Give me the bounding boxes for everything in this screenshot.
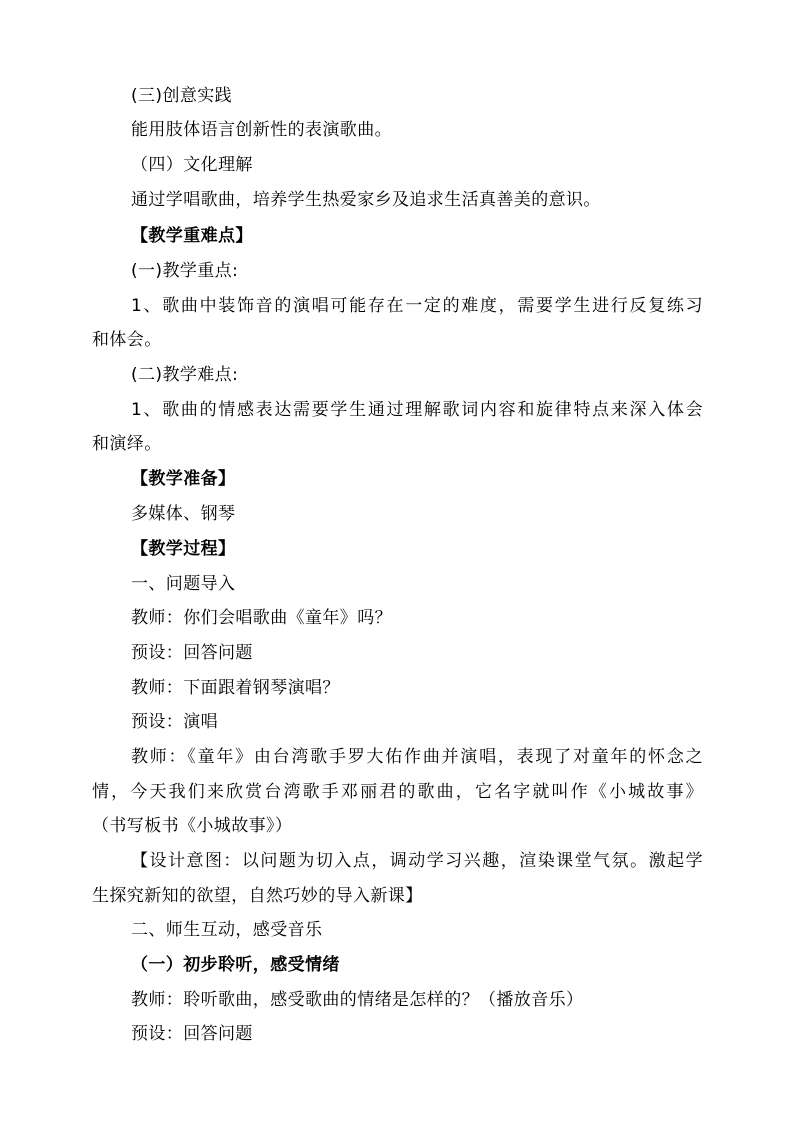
design-intent-paragraph: 【设计意图：以问题为切入点，调动学习兴趣，渲染课堂气氛。激起学 (131, 851, 703, 871)
paragraph: 能用肢体语言创新性的表演歌曲。 (131, 120, 392, 140)
paragraph-continuation: （书写板书《小城故事》） (92, 816, 293, 836)
heading-question-introduction: 一、问题导入 (131, 574, 236, 594)
paragraph: 1、歌曲中装饰音的演唱可能存在一定的难度，需要学生进行反复练习 (131, 296, 703, 316)
paragraph: 教师：你们会唱歌曲《童年》吗？ (131, 608, 392, 628)
heading-cultural-understanding: （四）文化理解 (131, 155, 253, 175)
section-heading-key-difficult-points: 【教学重难点】 (131, 226, 253, 246)
paragraph: 教师：《童年》由台湾歌手罗大佑作曲并演唱，表现了对童年的怀念之 (131, 747, 703, 767)
paragraph: 预设：回答问题 (131, 1024, 253, 1044)
heading-teaching-focus: (一)教学重点: (131, 261, 239, 281)
paragraph: 预设：回答问题 (131, 643, 253, 663)
heading-teaching-difficulty: (二)教学难点: (131, 365, 239, 385)
paragraph: 教师：聆听歌曲，感受歌曲的情绪是怎样的？（播放音乐） (131, 990, 584, 1010)
section-heading-teaching-process: 【教学过程】 (131, 539, 236, 559)
paragraph: 多媒体、钢琴 (131, 504, 236, 524)
heading-teacher-student-interaction: 二、师生互动，感受音乐 (131, 920, 323, 940)
paragraph-continuation: 和演绎。 (92, 434, 162, 454)
design-intent-continuation: 生探究新知的欲望，自然巧妙的导入新课】 (92, 886, 423, 906)
paragraph: 1、歌曲的情感表达需要学生通过理解歌词内容和旋律特点来深入体会 (131, 400, 703, 420)
paragraph: 教师：下面跟着钢琴演唱？ (131, 678, 340, 698)
paragraph: 通过学唱歌曲，培养学生热爱家乡及追求生活真善美的意识。 (131, 190, 601, 210)
paragraph: 预设：演唱 (131, 712, 218, 732)
paragraph-continuation: 和体会。 (92, 330, 162, 350)
subheading-first-listening: （一）初步聆听，感受情绪 (131, 955, 340, 975)
paragraph-continuation: 情，今天我们来欣赏台湾歌手邓丽君的歌曲，它名字就叫作《小城故事》 (92, 782, 703, 802)
heading-creative-practice: (三)创意实践 (131, 86, 233, 106)
section-heading-teaching-preparation: 【教学准备】 (131, 469, 236, 489)
